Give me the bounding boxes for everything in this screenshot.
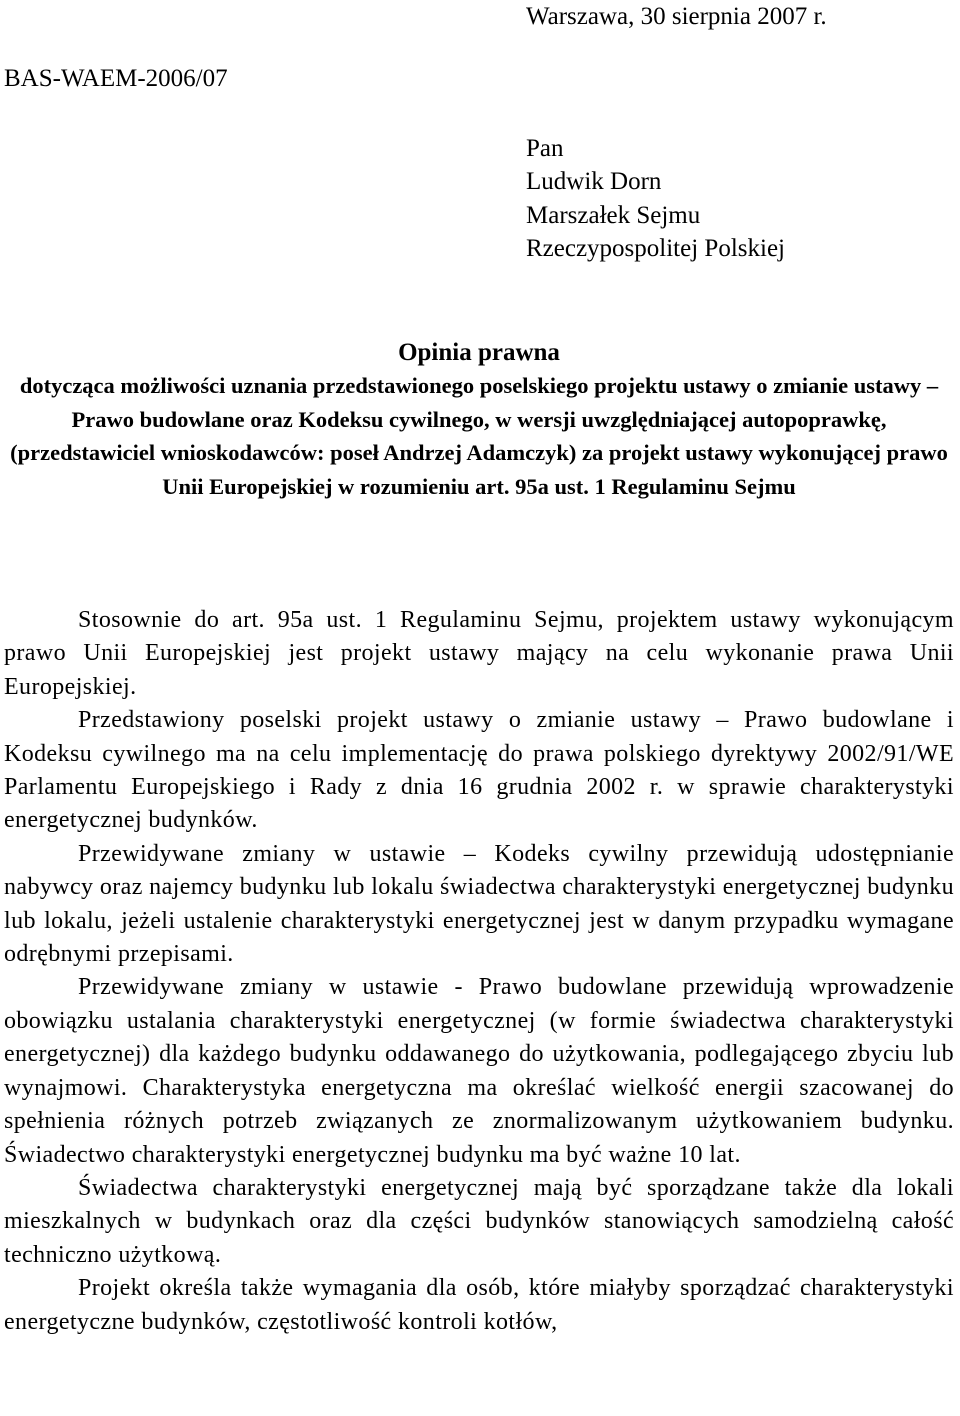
body-paragraph: Projekt określa także wymagania dla osób, które miałyby sporządzać charakterystyki energetyczne budynków, częstotliwość kontroli kotłów, (4, 1275, 954, 1335)
document-body (4, 604, 954, 1339)
body-paragraph: Przedstawiony poselski projekt ustawy o zmianie ustawy – Prawo budowlane i Kodeksu cywilnego ma na celu implementację do prawa polskiego dyrektywy 2002/91/WE Parlamentu Europejskiego i Rady z dnia 16 grudnia 2002 r. w sprawie charakterystyki energetycznej budynków. (4, 707, 954, 834)
addressee-name: Ludwik Dorn (526, 168, 662, 196)
opinion-title: Opinia prawna (398, 339, 560, 366)
reference-number: BAS-WAEM-2006/07 (4, 65, 228, 92)
body-paragraph: Stosownie do art. 95a ust. 1 Regulaminu Sejmu, projektem ustawy wykonującym prawo Unii Europejskiej jest projekt ustawy mający na celu wykonanie prawa Unii Europejskiej. (4, 607, 954, 700)
opinion-heading (4, 336, 954, 503)
addressee-position: Marszałek Sejmu (526, 201, 701, 229)
addressee-institution: Rzeczypospolitej Polskiej (526, 235, 785, 263)
addressee-salutation: Pan (526, 135, 564, 162)
opinion-subject: dotycząca możliwości uznania przedstawionego poselskiego projektu ustawy o zmianie ustawy – Prawo budowlane oraz Kodeksu cywilnego, w wersji uwzględniającej autopoprawkę, (przedstawiciel wnioskodawców: poseł Andrzej Adamczyk) za projekt ustawy wykonującej prawo Unii Europejskiej w rozumieniu art. 95a ust. 1 Regulaminu Sejmu (10, 373, 948, 499)
body-paragraph: Przewidywane zmiany w ustawie – Kodeks cywilny przewidują udostępnianie nabywcy oraz najemcy budynku lub lokalu świadectwa charakterystyki energetycznej budynku lub lokalu, jeżeli ustalenie charakterystyki energetycznej jest w danym przypadku wymagane odrębnymi przepisami. (4, 840, 954, 968)
body-paragraph: Przewidywane zmiany w ustawie - Prawo budowlane przewidują wprowadzenie obowiązku ustalania charakterystyki energetycznej (w formie świadectwa charakterystyki energetycznej) dla każdego budynku oddawanego do użytkowania, podlegającego zbyciu lub wynajmowi. Charakterystyka energetyczna ma określać wielkość energii szacowanej do spełnienia różnych potrzeb związanych ze znormalizowanym użytkowaniem budynku. Świadectwo charakterystyki energetycznej budynku ma być ważne 10 lat. (4, 974, 954, 1168)
body-paragraph: Świadectwa charakterystyki energetycznej mają być sporządzane także dla lokali mieszkalnych w budynkach oraz dla części budynków stanowiących samodzielną całość techniczno użytkową. (4, 1174, 954, 1268)
document-date: Warszawa, 30 sierpnia 2007 r. (526, 3, 827, 30)
addressee-block (526, 132, 785, 266)
